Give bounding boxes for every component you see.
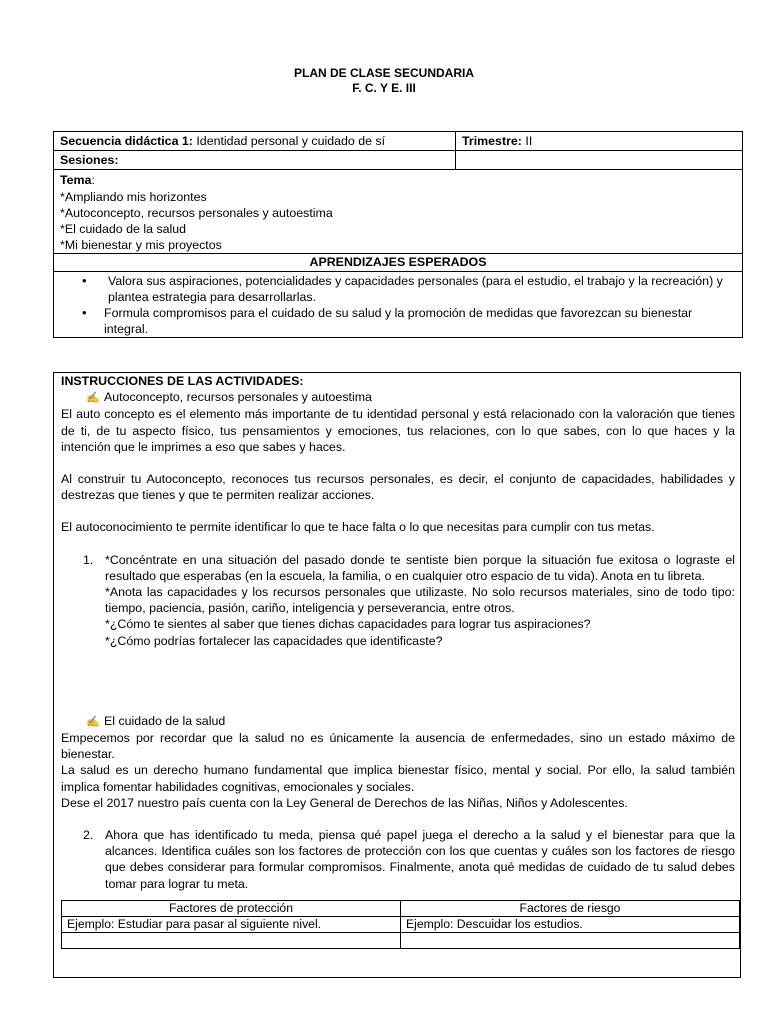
factores-cell-empty <box>401 932 740 948</box>
sesiones-value <box>456 151 743 170</box>
tema-colon: : <box>91 173 95 188</box>
instructions-heading: INSTRUCCIONES DE LAS ACTIVIDADES: <box>61 374 304 388</box>
section-title: Autoconcepto, recursos personales y autoestima <box>104 390 372 405</box>
factores-cell: Ejemplo: Descuidar los estudios. <box>401 916 740 932</box>
document-title: PLAN DE CLASE SECUNDARIA <box>293 66 474 80</box>
document-header <box>0 66 768 96</box>
activity-item <box>61 827 735 892</box>
aprendizajes-cell <box>54 271 743 338</box>
activity-line: *¿Cómo podrías fortalecer las capacidades que identificaste? <box>105 633 443 648</box>
paragraph: El auto concepto es el elemento más importante de tu identidad personal y está relacionado con la valoración que tienes de ti, de tu aspecto físico, tus pensamientos y emociones, tus relaciones, con lo que sabes, con lo que haces y la intención que le imprimes a eso que sabes y haces. <box>61 407 735 454</box>
paragraph: Al construir tu Autoconcepto, reconoces tus recursos personales, es decir, el conjunto de capacidades, habilidades y destrezas que tienes y que te permiten realizar acciones. <box>61 472 735 503</box>
section-salud <box>61 713 735 730</box>
tema-cell <box>54 170 743 254</box>
paragraph: Dese el 2017 nuestro país cuenta con la Ley General de Derechos de las Niñas, Niños y Adolescentes. <box>61 795 628 810</box>
instructions-box <box>53 372 741 978</box>
activity-list-1 <box>61 552 735 649</box>
plan-info-table <box>53 131 743 338</box>
aprendizajes-list <box>54 273 736 338</box>
factores-cell-empty <box>62 932 401 948</box>
activity-line: *Concéntrate en una situación del pasado donde te sentiste bien porque la situación fue exitosa o lograste el resultado que esperabas (en la escuela, la familia, o en cualquier otro espacio de tu vida). Anota en tu libreta. <box>105 552 735 583</box>
paragraph: La salud es un derecho humano fundamental que implica bienestar físico, mental y social. Por ello, la salud también implica fomentar habilidades cognitivas, emocionales y sociales. <box>61 763 735 794</box>
trimestre-label: Trimestre <box>462 134 518 148</box>
activity-text: Ahora que has identificado tu meda, piensa qué papel juega el derecho a la salud y el bienestar para que la alcances. Identifica cuáles son los factores de protección con los que cuentas y cuáles son los factores de riesgo que debes considerar para formular compromisos. Finalmente, anota qué medidas de cuidado de tu salud debes tomar para lograr tu meta. <box>105 828 735 891</box>
tema-label: Tema <box>60 173 92 188</box>
factores-header-proteccion: Factores de protección <box>62 900 401 916</box>
section-autoconcepto <box>61 389 735 406</box>
aprendizajes-heading: APRENDIZAJES ESPERADOS <box>54 254 743 271</box>
tema-item: *El cuidado de la salud <box>60 222 187 237</box>
activity-list-2 <box>61 827 735 892</box>
item-number: 2. <box>83 828 94 843</box>
tema-item: *Mi bienestar y mis proyectos <box>60 238 222 253</box>
paragraph: El autoconocimiento te permite identificar lo que te hace falta o lo que necesitas para cumplir con tus metas. <box>61 520 655 535</box>
secuencia-label: Secuencia didáctica 1: <box>60 134 193 148</box>
factores-cell: Ejemplo: Estudiar para pasar al siguiente nivel. <box>62 916 401 932</box>
writing-hand-icon: ✍ <box>86 715 100 728</box>
trimestre-colon: : <box>517 134 522 148</box>
tema-item: *Ampliando mis horizontes <box>60 189 207 204</box>
secuencia-value: Identidad personal y cuidado de sí <box>192 134 386 148</box>
activity-line: *Anota las capacidades y los recursos personales que utilizaste. No solo recursos materiales, sino de todo tipo: tiempo, paciencia, pasión, cariño, inteligencia y perseverancia, entre otros. <box>105 585 735 616</box>
document-subtitle: F. C. Y E. III <box>352 81 416 95</box>
aprendizaje-item: • Valora sus aspiraciones, potencialidades y capacidades personales (para el estudio, el trabajo y la recreación) y plantea estrategia para desarrollarlas. <box>104 273 736 305</box>
activity-item <box>61 552 735 649</box>
factores-header-riesgo: Factores de riesgo <box>401 900 740 916</box>
secuencia-cell <box>54 132 456 151</box>
factores-table <box>61 900 740 949</box>
tema-item: *Autoconcepto, recursos personales y autoestima <box>60 205 333 220</box>
trimestre-cell <box>456 132 743 151</box>
writing-hand-icon: ✍ <box>86 392 100 405</box>
item-number: 1. <box>83 552 94 567</box>
trimestre-value: II <box>521 134 533 148</box>
section-title: El cuidado de la salud <box>104 713 226 728</box>
aprendizaje-item: • Formula compromisos para el cuidado de su salud y la promoción de medidas que favorezcan su bienestar integral. <box>104 305 736 337</box>
paragraph: Empecemos por recordar que la salud no es únicamente la ausencia de enfermedades, sino un estado máximo de bienestar. <box>61 731 735 762</box>
activity-line: *¿Cómo te sientes al saber que tienes dichas capacidades para lograr tus aspiraciones? <box>105 617 591 632</box>
sesiones-label: Sesiones: <box>54 151 456 170</box>
